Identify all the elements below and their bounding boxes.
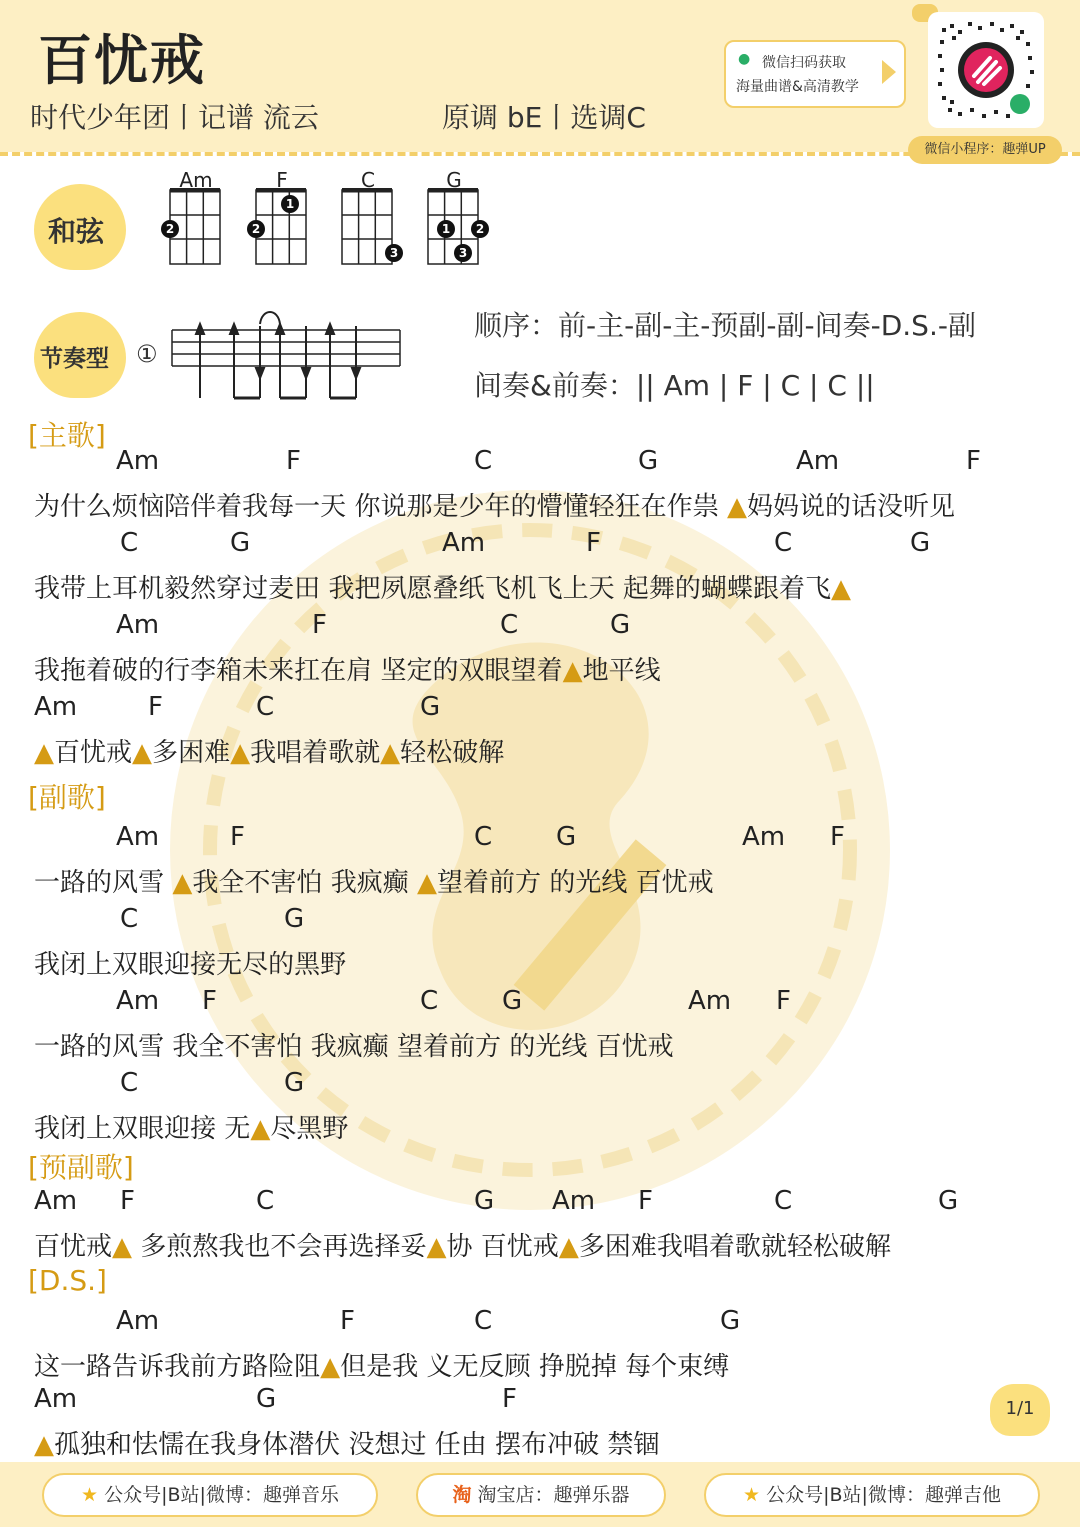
chord-label: C	[774, 1186, 793, 1216]
chord-label: F	[966, 446, 981, 476]
chord-label: Am	[116, 822, 160, 852]
stroke-marker-icon: ▲	[172, 868, 193, 898]
stroke-marker-icon: ▲	[726, 492, 747, 522]
section-ds-label: [D.S.]	[28, 1264, 107, 1297]
section-chorus-label: [副歌]	[28, 781, 106, 814]
chord-label: G	[938, 1186, 959, 1216]
promo-line1: 微信扫码获取	[762, 55, 846, 71]
stroke-marker-icon: ▲	[132, 738, 153, 768]
chord-label: G	[230, 528, 251, 558]
chord-label: F	[286, 446, 301, 476]
chord-label: F	[340, 1306, 355, 1336]
chord-label: Am	[34, 692, 78, 722]
lyric-line: 这一路告诉我前方路险阻▲但是我 义无反顾 挣脱掉 每个束缚	[34, 1352, 730, 1382]
lyric-line: 一路的风雪 我全不害怕 我疯癫 望着前方 的光线 百忧戒	[34, 1032, 674, 1062]
stroke-marker-icon: ▲	[558, 1232, 579, 1262]
finger-dot: 2	[247, 220, 265, 238]
section-verse-label: [主歌]	[28, 419, 106, 452]
song-title: 百忧戒	[38, 29, 206, 92]
page-number: 1/1	[1005, 1398, 1035, 1419]
section-prechorus-label: [预副歌]	[28, 1151, 134, 1184]
chord-label: G	[284, 1068, 305, 1098]
chord-label: C	[500, 610, 519, 640]
footer-right-text: 公众号|B站|微博：趣弹吉他	[766, 1484, 1001, 1506]
finger-dot: 3	[454, 244, 472, 262]
chord-label: G	[256, 1384, 277, 1414]
chord-label: G	[638, 446, 659, 476]
chord-label: G	[910, 528, 931, 558]
chord-label: F	[830, 822, 845, 852]
intro-chords: 间奏&前奏：|| Am | F | C | C ||	[474, 369, 875, 402]
lyric-line: 我拖着破的行李箱未来扛在肩 坚定的双眼望着▲地平线	[34, 656, 661, 686]
chord-label: C	[420, 986, 439, 1016]
stroke-marker-icon: ▲	[112, 1232, 133, 1262]
stroke-marker-icon: ▲	[320, 1352, 341, 1382]
chord-label: Am	[116, 446, 160, 476]
chord-label: F	[776, 986, 791, 1016]
lyric-line: ▲百忧戒▲多困难▲我唱着歌就▲轻松破解	[34, 738, 505, 768]
chord-label: C	[774, 528, 793, 558]
chord-label: C	[120, 528, 139, 558]
chord-label: C	[474, 446, 493, 476]
lyric-line: 我闭上双眼迎接 无▲尽黑野	[34, 1114, 349, 1144]
chord-name-g: G	[446, 168, 462, 192]
stroke-marker-icon: ▲	[34, 738, 54, 768]
promo-line2: 海量曲谱&高清教学	[736, 79, 859, 95]
song-subtitle: 时代少年团丨记谱 流云	[30, 101, 319, 134]
chord-label: F	[230, 822, 245, 852]
footer-band	[0, 1462, 1080, 1527]
chord-label: F	[502, 1384, 517, 1414]
chord-label: C	[120, 904, 139, 934]
stroke-marker-icon: ▲	[426, 1232, 447, 1262]
footer-middle-text: 淘宝店：趣弹乐器	[477, 1484, 630, 1506]
stroke-marker-icon: ▲	[230, 738, 251, 768]
chord-label: Am	[688, 986, 732, 1016]
stroke-marker-icon: ▲	[380, 738, 401, 768]
chords-label: 和弦	[48, 215, 105, 248]
footer-social-guitar[interactable]	[704, 1473, 1040, 1517]
chord-label: Am	[116, 986, 160, 1016]
lyric-line: 一路的风雪 ▲我全不害怕 我疯癫 ▲望着前方 的光线 百忧戒	[34, 868, 714, 898]
chord-name-am: Am	[179, 168, 213, 192]
chord-label: G	[556, 822, 577, 852]
chord-label: G	[284, 904, 305, 934]
chord-label: G	[720, 1306, 741, 1336]
wechat-icon: ●	[738, 51, 751, 67]
qr-code[interactable]	[928, 12, 1044, 128]
lyric-line: 我闭上双眼迎接无尽的黑野	[34, 950, 347, 980]
stroke-marker-icon: ▲	[417, 868, 437, 898]
rhythm-number: ①	[136, 340, 158, 368]
qr-label: 微信小程序：趣弹UP	[908, 136, 1062, 164]
chord-label: F	[586, 528, 601, 558]
promo-box[interactable]	[724, 40, 906, 108]
chord-label: F	[120, 1186, 135, 1216]
stroke-marker-icon: ▲	[34, 1430, 54, 1460]
chord-label: C	[474, 822, 493, 852]
key-info: 原调 bE丨选调C	[442, 101, 646, 134]
star-icon: ★	[743, 1484, 761, 1506]
finger-dot: 2	[161, 220, 179, 238]
chord-label: F	[312, 610, 327, 640]
finger-dot: 1	[281, 195, 299, 213]
chord-label: C	[120, 1068, 139, 1098]
stroke-marker-icon: ▲	[250, 1114, 271, 1144]
stroke-marker-icon: ▲	[831, 574, 851, 604]
footer-left-text: 公众号|B站|微博：趣弹音乐	[104, 1484, 339, 1506]
song-order: 顺序：前-主-副-主-预副-副-间奏-D.S.-副	[474, 309, 976, 342]
chord-label: C	[256, 1186, 275, 1216]
chord-label: Am	[442, 528, 486, 558]
finger-dot: 3	[385, 244, 403, 262]
star-icon: ★	[81, 1484, 99, 1506]
chord-label: G	[474, 1186, 495, 1216]
chord-label: Am	[34, 1384, 78, 1414]
finger-dot: 1	[437, 220, 455, 238]
arrow-right-icon	[882, 60, 896, 84]
lyric-line: 我带上耳机毅然穿过麦田 我把夙愿叠纸飞机飞上天 起舞的蝴蝶跟着飞▲	[34, 574, 851, 604]
chord-label: Am	[34, 1186, 78, 1216]
footer-social-music[interactable]	[42, 1473, 378, 1517]
chord-label: Am	[796, 446, 840, 476]
lyric-line: 百忧戒▲ 多煎熬我也不会再选择妥▲协 百忧戒▲多困难我唱着歌就轻松破解	[34, 1232, 891, 1262]
chord-label: Am	[742, 822, 786, 852]
chord-label: F	[202, 986, 217, 1016]
chord-label: C	[474, 1306, 493, 1336]
qr-code-icon	[928, 12, 1044, 128]
chord-label: Am	[116, 1306, 160, 1336]
taobao-icon: 淘	[452, 1484, 472, 1506]
chord-label: Am	[116, 610, 160, 640]
chord-name-f: F	[276, 168, 288, 192]
rhythm-pattern	[170, 306, 402, 402]
finger-dot: 2	[471, 220, 489, 238]
lyric-line: 为什么烦恼陪伴着我每一天 你说那是少年的懵懂轻狂在作祟 ▲妈妈说的话没听见	[34, 492, 956, 522]
chord-label: F	[638, 1186, 653, 1216]
lyric-line: ▲孤独和怯懦在我身体潜伏 没想过 任由 摆布冲破 禁锢	[34, 1430, 660, 1460]
chord-label: G	[502, 986, 523, 1016]
chord-name-c: C	[361, 168, 375, 192]
chord-label: G	[610, 610, 631, 640]
footer-taobao-store[interactable]	[416, 1473, 666, 1517]
chord-label: F	[148, 692, 163, 722]
stroke-marker-icon: ▲	[562, 656, 583, 686]
chord-label: C	[256, 692, 275, 722]
chord-label: G	[420, 692, 441, 722]
rhythm-label: 节奏型	[40, 346, 109, 372]
chord-label: Am	[552, 1186, 596, 1216]
